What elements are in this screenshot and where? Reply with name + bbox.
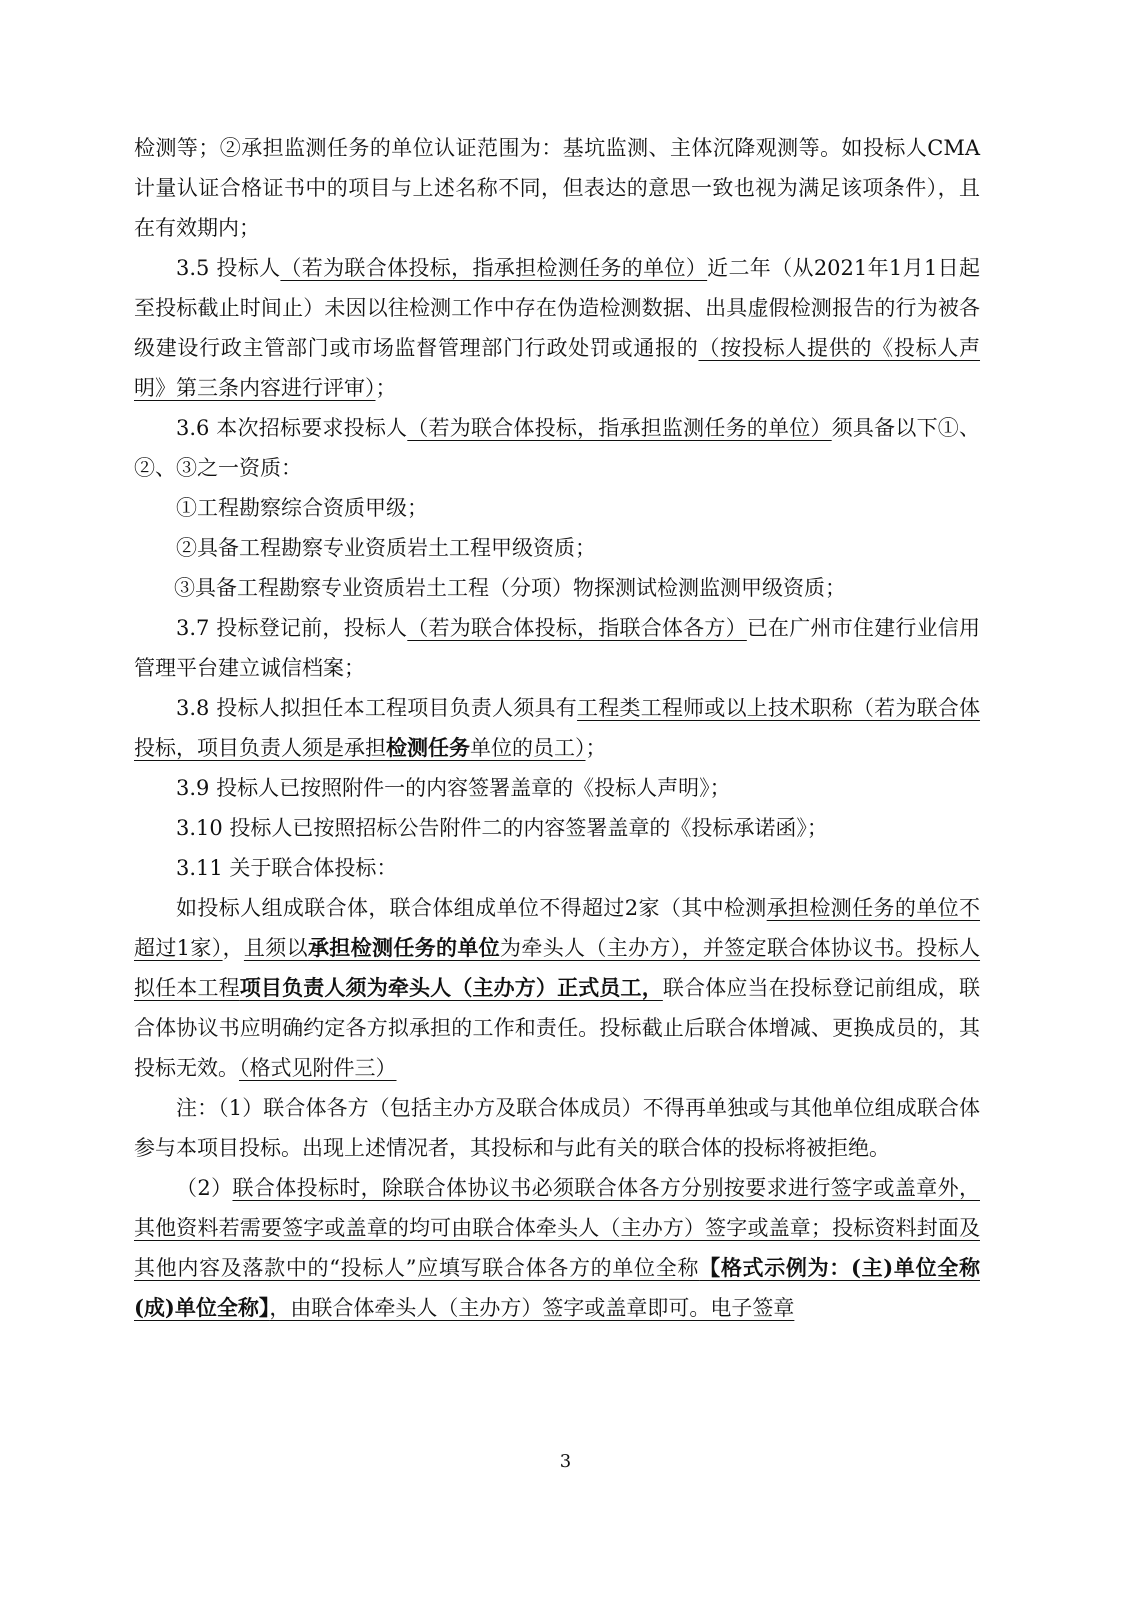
underlined-text: （若为联合体投标，指承担监测任务的单位）	[407, 416, 832, 440]
underlined-text: 联合体投标时，除联合体协议书必须联合体各方分别按要求进行签字或盖章外，其他资料若需要签字或盖章的均可由联合体牵头人（主办方）签字或盖章；投标资料封面及其他内容及落款中的“投标人”应填写联合体各方的单位全称	[134, 1176, 980, 1280]
bold-underlined-text: 检测任务	[386, 735, 470, 760]
paragraph-3-8	[134, 688, 980, 768]
paragraph-qualification-2	[134, 528, 980, 568]
page-number: 3	[559, 1451, 572, 1472]
paragraph-3-11	[134, 848, 980, 888]
bold-underlined-text: 项目负责人须为牵头人（主办方）正式员工，	[239, 975, 663, 1000]
text-run: （2）	[176, 1176, 233, 1200]
text-run: 3.5 投标人	[176, 256, 281, 280]
text-run: 注：（1）联合体各方（包括主办方及联合体成员）不得再单独或与其他单位组成联合体参与本项目投标。出现上述情况者，其投标和与此有关的联合体的投标将被拒绝。	[134, 1096, 980, 1160]
paragraph-3-10	[134, 808, 980, 848]
text-run: 已在广州市住建行业信用管理平台建立诚信档案；	[134, 616, 981, 680]
text-run: 近二年（从2021年1月1日起至投标截止时间止）未因以往检测工作中存在伪造检测数据、出具虚假检测报告的行为被各级建设行政主管部门或市场监督管理部门行政处罚或通报的	[134, 256, 980, 360]
underlined-text: （按投标人提供的《投标人声明》第三条内容进行评审）	[134, 336, 981, 400]
text-run: ②具备工程勘察专业资质岩土工程甲级资质；	[176, 536, 596, 560]
paragraph-note-2	[134, 1168, 980, 1328]
text-run: 3.11 关于联合体投标：	[176, 856, 398, 880]
paragraph-qualification-3	[134, 568, 980, 608]
paragraph-3-6	[134, 408, 980, 488]
bold-underlined-text: 承担检测任务的单位	[307, 935, 501, 960]
paragraph-3-5	[134, 248, 980, 408]
underlined-text: 工程类工程师或以上技术职称（若为联合体投标，项目负责人须是承担	[134, 696, 981, 760]
text-run: ①工程勘察综合资质甲级；	[176, 496, 428, 520]
paragraph-consortium	[134, 888, 980, 1088]
text-run: 3.6 本次招标要求投标人	[176, 416, 408, 440]
document-body	[134, 128, 980, 1328]
underlined-text: （若为联合体投标，指承担检测任务的单位）	[280, 256, 708, 280]
text-run: 联合体应当在投标登记前组成，联合体协议书应明确约定各方拟承担的工作和责任。投标截止后联合体增减、更换成员的，其投标无效。	[134, 976, 981, 1080]
paragraph-3-7	[134, 608, 980, 688]
text-run: ；	[585, 736, 607, 760]
paragraph-cma-scope	[134, 128, 980, 248]
underlined-text: 承担检测任务的单位不超过1家）	[134, 896, 981, 960]
paragraph-note-1	[134, 1088, 980, 1168]
text-run: ③具备工程勘察专业资质岩土工程（分项）物探测试检测监测甲级资质；	[174, 576, 846, 600]
text-run: 检测等；②承担监测任务的单位认证范围为：基坑监测、主体沉降观测等。如投标人CMA计量认证合格证书中的项目与上述名称不同，但表达的意思一致也视为满足该项条件），且在有效期内；	[134, 136, 980, 240]
text-run: 须具备以下①、②、③之一资质：	[134, 416, 981, 480]
text-run: ，	[222, 936, 244, 960]
text-run: 3.10 投标人已按照招标公告附件二的内容签署盖章的《投标承诺函》；	[176, 816, 828, 840]
text-run: 3.9 投标人已按照附件一的内容签署盖章的《投标人声明》；	[176, 776, 731, 800]
text-run: 3.7 投标登记前，投标人	[176, 616, 408, 640]
bold-underlined-text: 【格式示例为：(主)单位全称(成)单位全称】	[134, 1255, 980, 1320]
underlined-text: 且须以	[243, 936, 308, 960]
text-run: 3.8 投标人拟担任本工程项目负责人须具有	[176, 696, 578, 720]
underlined-text: 为牵头人（主办方），并签定联合体协议书。投标人拟任本工程	[134, 936, 981, 1000]
underlined-text: 单位的员工）	[470, 736, 586, 760]
underlined-text: ，由联合体牵头人（主办方）签字或盖章即可。电子签章	[269, 1296, 795, 1320]
underlined-text: （若为联合体投标，指联合体各方）	[407, 616, 747, 640]
text-run: ；	[375, 376, 397, 400]
paragraph-qualification-1	[134, 488, 980, 528]
paragraph-3-9	[134, 768, 980, 808]
text-run: 如投标人组成联合体，联合体组成单位不得超过2家（其中检测	[176, 896, 767, 920]
underlined-text: （格式见附件三）	[239, 1056, 397, 1080]
